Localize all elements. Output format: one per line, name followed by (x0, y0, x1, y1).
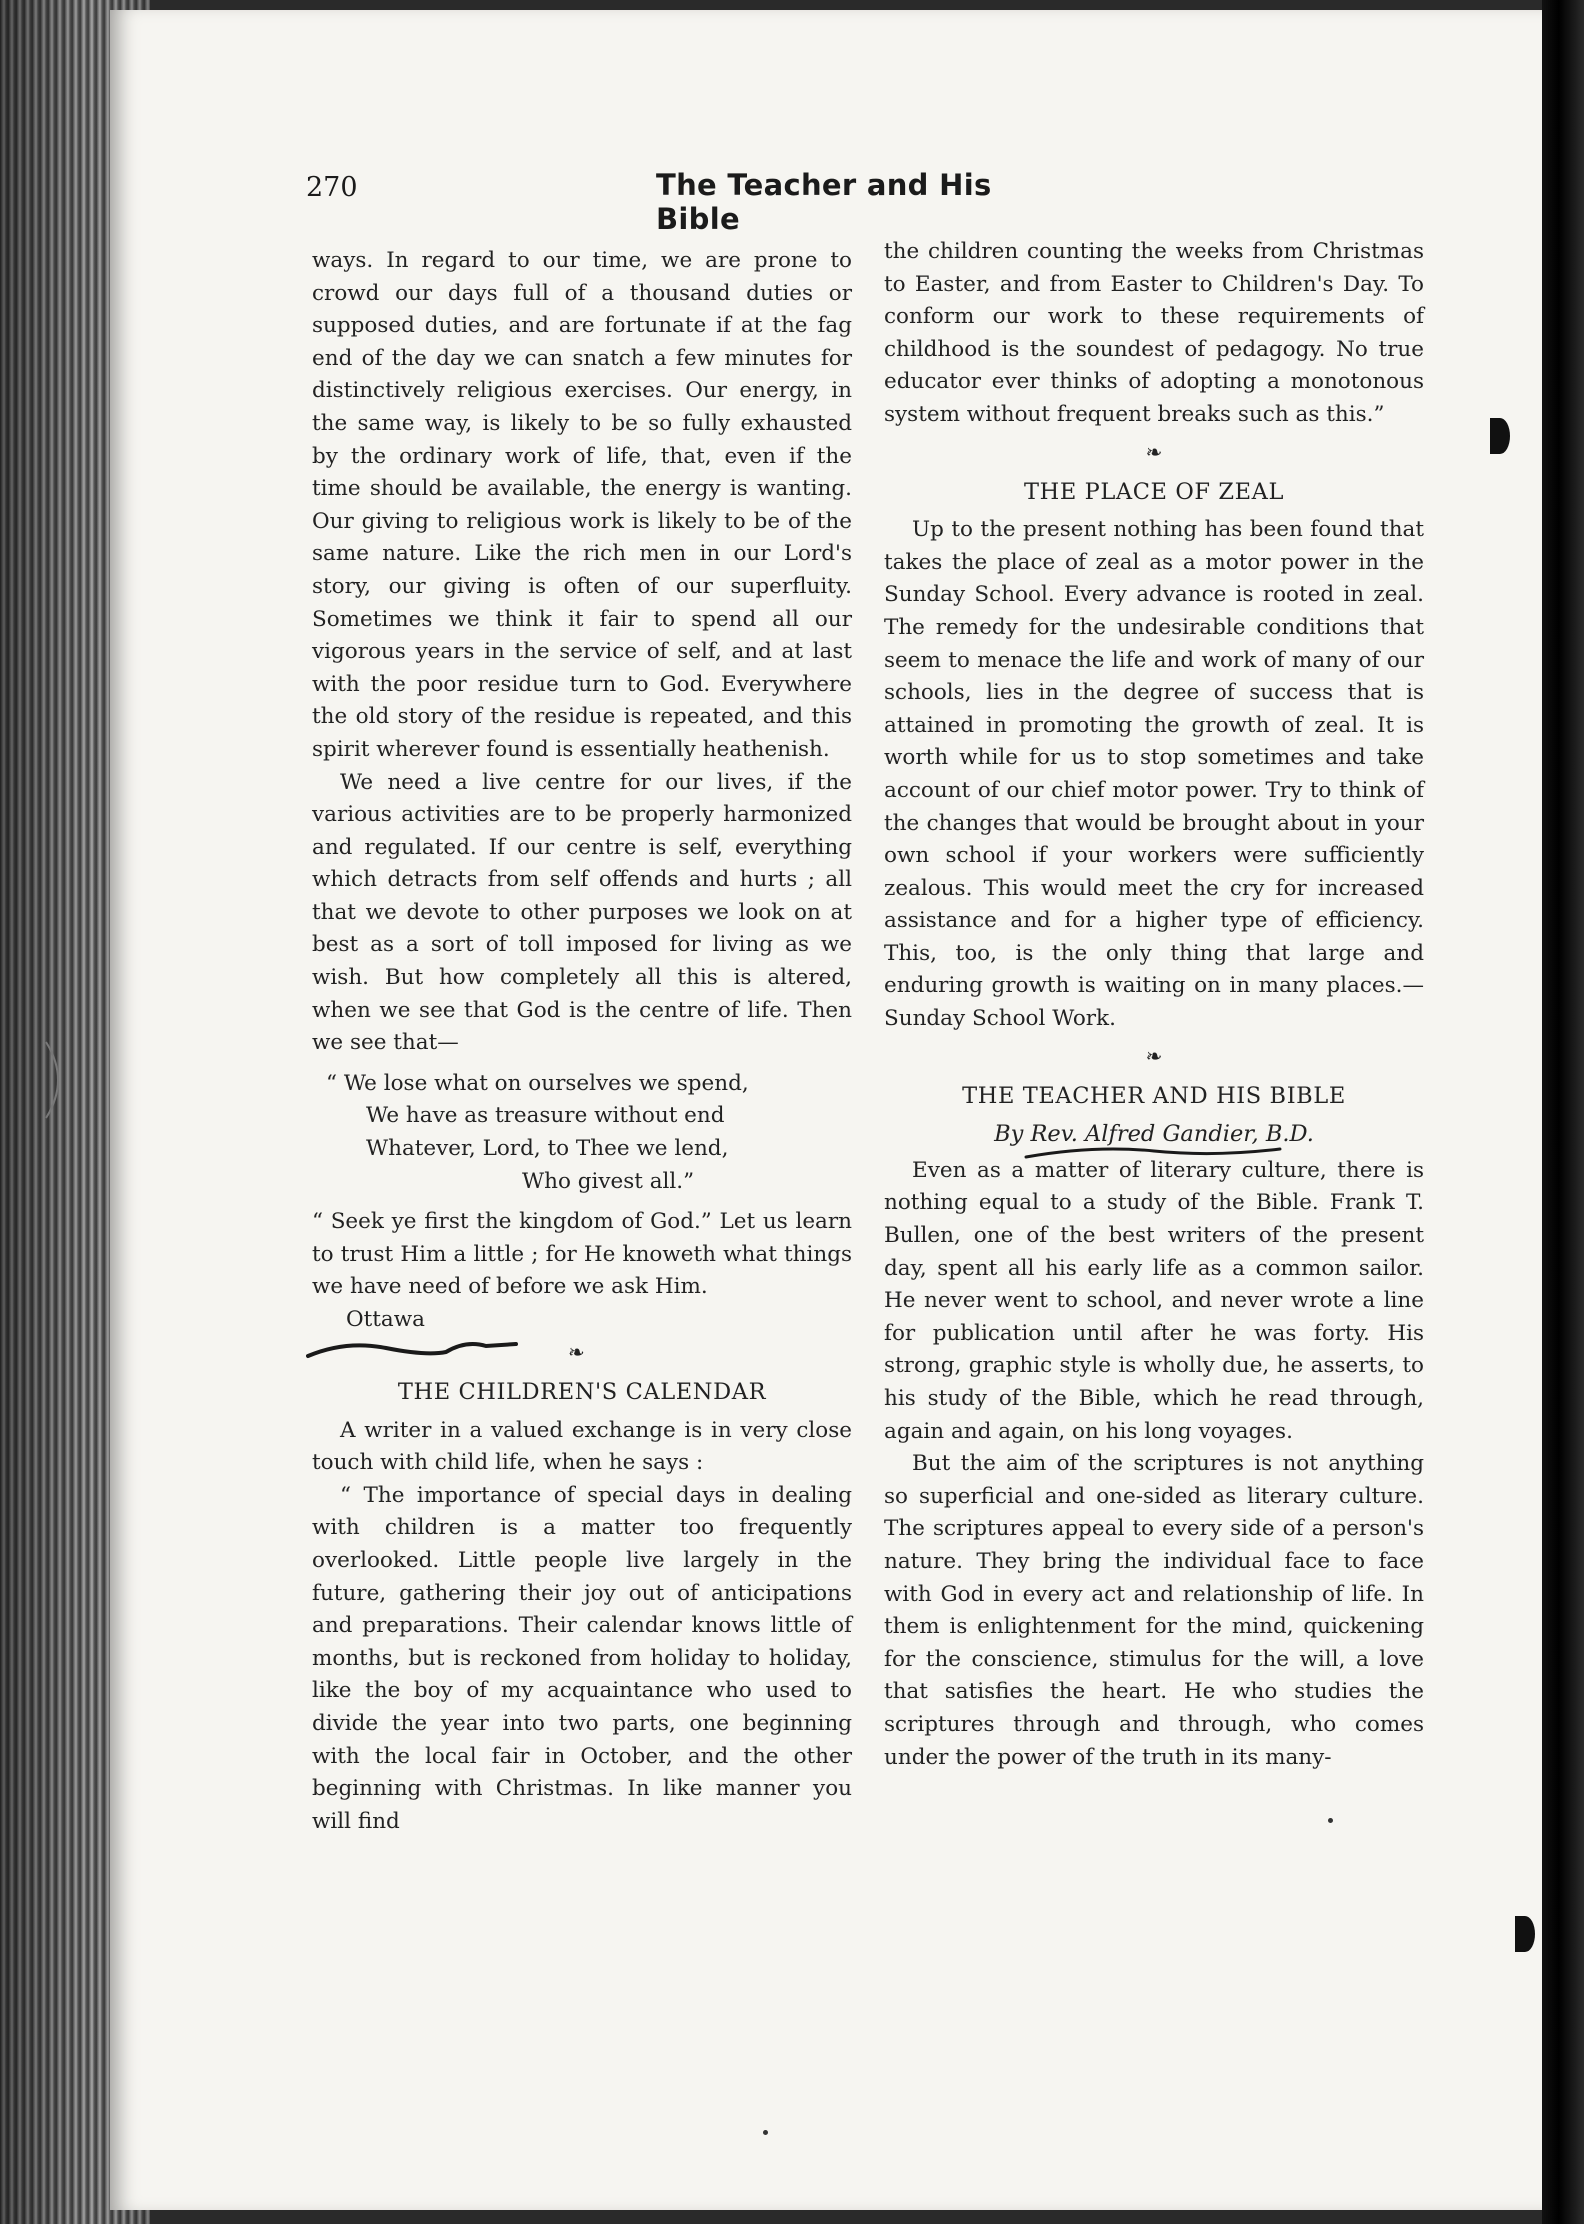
page-header (306, 168, 1066, 236)
section-heading: THE CHILDREN'S CALENDAR (397, 1379, 767, 1405)
ornament-icon: ❧ (1145, 439, 1163, 464)
ink-underline (1024, 1143, 1284, 1163)
speck (1328, 1818, 1333, 1823)
paragraph: the children counting the weeks from Christmas to Easter, and from Easter to Children's Day. To conform our work to these requirements of childhood is the soundest of pedagogy. No true educator ever thinks of adopting a monotonous system without frequent breaks such as this.” (884, 239, 1424, 427)
running-title: The Teacher and His Bible (656, 168, 992, 236)
paragraph: “ The importance of special days in dealing with children is a matter too frequently overlooked. Little people live largely in the future, gathering their joy out of anticipations and preparations. Their calendar knows little of months, but is reckoned from holiday to holiday, like the boy of my acquaintance who used to divide the year into two parts, one beginning with the local fair in October, and the other beginning with Christmas. In like manner you will find (312, 1482, 852, 1834)
poem-line: “ We lose what on ourselves we spend, (326, 1070, 749, 1096)
speck (763, 2130, 768, 2135)
section-heading: THE PLACE OF ZEAL (1024, 478, 1284, 505)
paragraph: Up to the present nothing has been found that takes the place of zeal as a motor power in the Sunday School. Every advance is rooted in zeal. The remedy for the undesirable conditions that seem to menace the life and work of many of our schools, lies in the degree of success that is attained in promoting the growth of zeal. It is worth while for us to stop sometimes and take account of our chief motor power. Try to think of the changes that would be brought about in your own school if your workers were sufficiently zealous. This would meet the cry for increased assistance and for a higher type of efficiency. This, too, is the only thing that large and enduring growth is waiting on in many places.—Sunday School Work. (884, 517, 1424, 1032)
right-column (884, 236, 1424, 1774)
paragraph: Even as a matter of literary culture, there is nothing equal to a study of the Bible. Frank T. Bullen, one of the best writers of the present day, spent all his early life as a common sailor. He never went to school, and never wrote a line for publication until after he was forty. His strong, graphic style is wholly due, he asserts, to his study of the Bible, which he read through, again and again, on his long voyages. (884, 1157, 1424, 1444)
left-column (312, 245, 852, 1838)
ornament-icon: ❧ (1145, 1043, 1163, 1068)
margin-ink-mark-bottom (1515, 1916, 1535, 1952)
ornament-icon: ❧ (568, 1340, 585, 1364)
paragraph: A writer in a valued exchange is in very close touch with child life, when he says : (312, 1417, 852, 1476)
paragraph: But the aim of the scriptures is not anything so superficial and one-sided as literary culture. The scriptures appeal to every side of a person's nature. They bring the individual face to face with God in every act and relationship of life. In them is enlightenment for the mind, quickening for the conscience, stimulus for the will, a love that satisfies the heart. He who studies the scriptures through and through, who comes under the power of the truth in its many- (884, 1451, 1424, 1770)
poem-line: We have as treasure without end (366, 1103, 725, 1129)
pencil-margin-mark (36, 1040, 76, 1120)
poem-line: Whatever, Lord, to Thee we lend, (366, 1136, 729, 1162)
poem-line: Who givest all.” (522, 1168, 695, 1194)
section-heading: THE TEACHER AND HIS BIBLE (962, 1082, 1346, 1109)
separator-row (312, 1336, 852, 1372)
paragraph: ways. In regard to our time, we are prone to crowd our days full of a thousand duties or supposed duties, and are fortunate if at the fag end of the day we can snatch a few minutes for distinctively religious exercises. Our energy, in the same way, is likely to be so fully exhausted by the ordinary work of life, that, even if the time should be available, the energy is wanting. Our giving to religious work is likely to be of the same nature. Like the rich men in our Lord's story, our giving is often of our superfluity. Sometimes we think it fair to spend all our vigorous years in the service of self, and at last with the poor residue turn to God. Everywhere the old story of the residue is repeated, and this spirit wherever found is essentially heathenish. (312, 248, 852, 762)
right-scan-edge (1542, 0, 1584, 2224)
signature: Ottawa (346, 1307, 425, 1332)
poem-quote (312, 1068, 852, 1198)
paragraph: “ Seek ye first the kingdom of God.” Let us learn to trust Him a little ; for He knoweth what things we have need of before we ask Him. (312, 1209, 852, 1300)
paragraph: We need a live centre for our lives, if the various activities are to be properly harmonized and regulated. If our centre is self, everything which detracts from self offends and hurts ; all that we devote to other purposes we look on at best as a sort of toll imposed for living as we wish. But how completely all this is altered, when we see that God is the centre of life. Then we see that— (312, 769, 852, 1056)
ink-squiggle (306, 1330, 526, 1366)
page-number: 270 (306, 172, 358, 203)
author-byline: By Rev. Alfred Gandier, B.D. (994, 1121, 1314, 1148)
margin-ink-mark-top (1490, 418, 1510, 454)
